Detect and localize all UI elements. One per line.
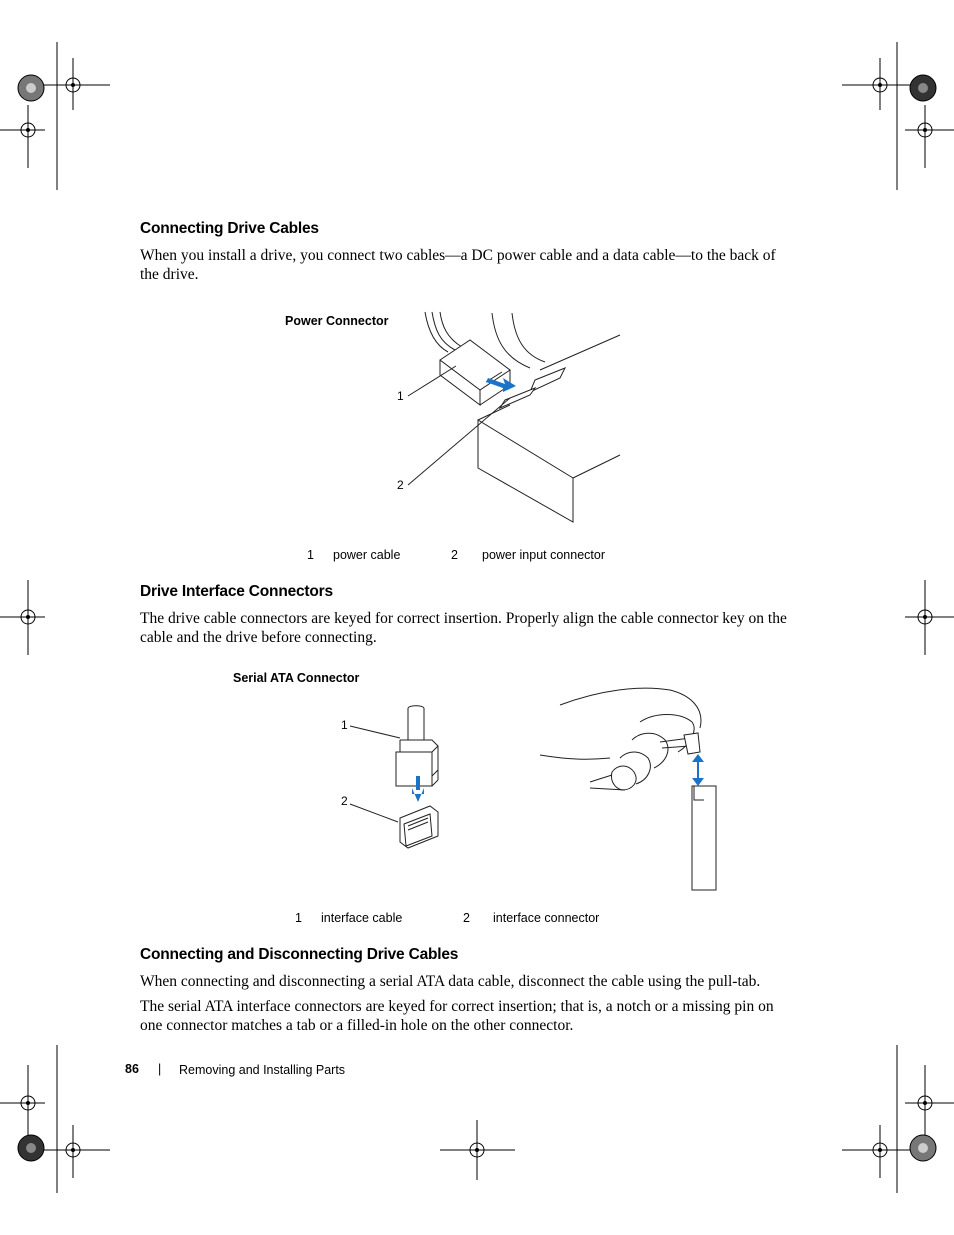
legend-label: interface cable <box>321 911 403 925</box>
footer-chapter-title: Removing and Installing Parts <box>179 1063 346 1077</box>
callout-1: 1 <box>397 389 404 403</box>
section-heading-connecting-drive-cables: Connecting Drive Cables <box>140 220 319 237</box>
callout-2: 2 <box>397 478 404 492</box>
legend-label: power cable <box>333 548 401 562</box>
paragraph-line: The drive cable connectors are keyed for correct insertion. Properly align the cable connector key on the <box>140 610 787 627</box>
section-heading-drive-interface-connectors: Drive Interface Connectors <box>140 583 333 600</box>
page-number: 86 <box>125 1062 139 1076</box>
paragraph-line: When you install a drive, you connect two cables—a DC power cable and a data cable—to the back of <box>140 247 776 264</box>
legend-label: power input connector <box>482 548 605 562</box>
legend-number: 2 <box>463 911 470 925</box>
section-paragraph: When connecting and disconnecting a serial ATA data cable, disconnect the cable using the pull-tab. <box>140 973 761 990</box>
callout-1: 1 <box>341 718 348 732</box>
paragraph-line: cable and the drive before connecting. <box>140 629 377 646</box>
legend-number: 2 <box>451 548 458 562</box>
legend-label: interface connector <box>493 911 600 925</box>
paragraph-line: one connector matches a tab or a filled-in hole on the other connector. <box>140 1017 574 1034</box>
legend-number: 1 <box>307 548 314 562</box>
section-paragraph <box>140 997 830 1035</box>
figure-title-power-connector: Power Connector <box>285 314 389 328</box>
callout-2: 2 <box>341 794 348 808</box>
paragraph-line: The serial ATA interface connectors are keyed for correct insertion; that is, a notch or a missing pin on <box>140 998 774 1015</box>
paragraph-line: the drive. <box>140 266 199 283</box>
figure-title-serial-ata-connector: Serial ATA Connector <box>233 671 360 685</box>
legend-number: 1 <box>295 911 302 925</box>
footer-separator: | <box>158 1062 162 1076</box>
section-heading-connecting-disconnecting: Connecting and Disconnecting Drive Cables <box>140 946 459 963</box>
